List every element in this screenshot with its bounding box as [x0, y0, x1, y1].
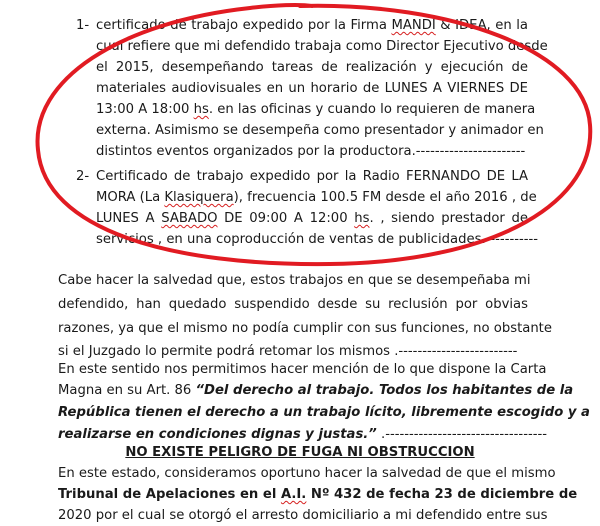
para1-line-3: razones, ya que el mismo no podía cumplir con sus funciones, no obstante — [58, 321, 552, 336]
para1-line-4: si el Juzgado lo permite podrá retomar los mismos .------------------------- — [58, 344, 518, 359]
para2-line-2: Magna en su Art. 86 “Del derecho al trabajo. Todos los habitantes de la — [58, 383, 574, 398]
list-number-1: 1- — [76, 18, 90, 33]
para2-line-3: República tienen el derecho a un trabajo lícito, libremente escogido y a — [58, 405, 590, 420]
item2-line-2: MORA (La Klasiquera), frecuencia 100.5 FM desde el año 2016 , de — [96, 190, 537, 205]
item1-line-2: cual refiere que mi defendido trabaja como Director Ejecutivo desde — [96, 39, 548, 54]
para2-line-1: En este sentido nos permitimos hacer mención de lo que dispone la Carta — [58, 362, 547, 377]
spell-mark: hs — [354, 211, 370, 226]
item1-line-3: el 2015, desempeñando tareas de realización y ejecución de — [96, 60, 528, 75]
para3-line-3: 2020 por el cual se otorgó el arresto domiciliario a mi defendido entre sus — [58, 508, 548, 523]
item1-line-1: certificado de trabajo expedido por la Firma MANDI & IDEA, en la — [96, 18, 528, 33]
spell-mark: Klasiquera — [164, 190, 234, 205]
item1-line-6: externa. Asimismo se desempeña como presentador y animador en — [96, 123, 544, 138]
constitution-quote: “Del derecho al trabajo. Todos los habitantes de la — [195, 383, 574, 398]
para3-line-2: Tribunal de Apelaciones en el A.I. Nº 432 de fecha 23 de diciembre de — [58, 487, 578, 502]
spell-mark: , — [157, 232, 163, 247]
item2-line-1: Certificado de trabajo expedido por la Radio FERNANDO DE LA — [96, 169, 528, 184]
item2-line-4: servicios , en una coproducción de ventas de publicidades.----------- — [96, 232, 539, 247]
list-number-2: 2- — [76, 169, 90, 184]
item1-line-7: distintos eventos organizados por la productora.----------------------- — [96, 144, 526, 159]
para2-line-4: realizarse en condiciones dignas y justas.” .---------------------------------- — [58, 427, 547, 442]
spell-mark: MANDI — [391, 18, 436, 33]
item1-line-4: materiales audiovisuales en un horario de LUNES A VIERNES DE — [96, 81, 528, 96]
section-heading: NO EXISTE PELIGRO DE FUGA NI OBSTRUCCION — [125, 445, 475, 460]
spell-mark: A.I. — [280, 487, 307, 502]
para1-line-2: defendido, han quedado suspendido desde su reclusión por obvias — [58, 297, 528, 312]
item1-line-5: 13:00 A 18:00 hs. en las oficinas y cuando lo requieren de manera — [96, 102, 536, 117]
para1-line-1: Cabe hacer la salvedad que, estos trabajos en que se desempeñaba mi — [58, 273, 531, 288]
item2-line-3: LUNES A SABADO DE 09:00 A 12:00 hs. , siendo prestador de — [96, 211, 528, 226]
para3-line-1: En este estado, consideramos oportuno hacer la salvedad de que el mismo — [58, 466, 556, 481]
spell-mark: hs — [193, 102, 209, 117]
spell-mark: SABADO — [161, 211, 218, 226]
